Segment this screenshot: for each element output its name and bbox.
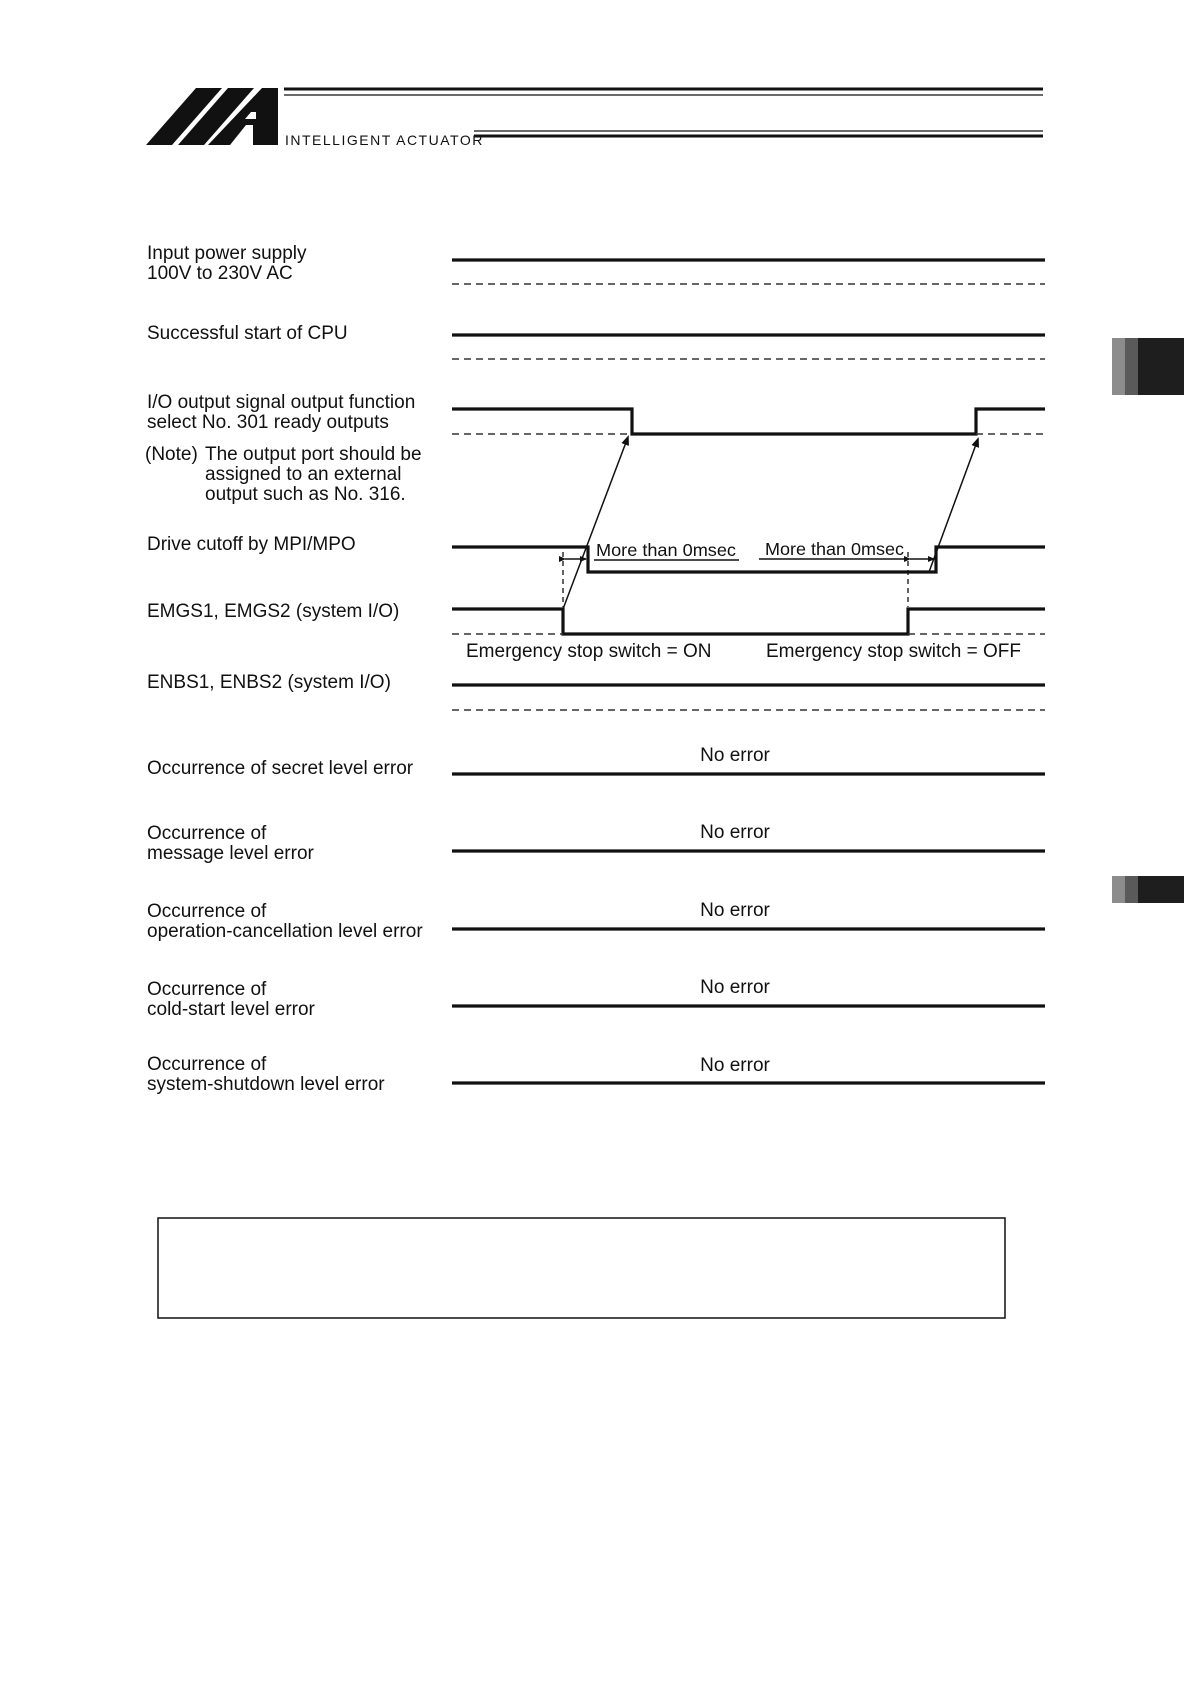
label-emgs: EMGS1, EMGS2 (system I/O) <box>147 601 400 622</box>
wave-ready-output <box>452 409 1045 434</box>
annotations <box>466 539 1021 662</box>
label-enbs: ENBS1, ENBS2 (system I/O) <box>147 672 391 693</box>
delay-label-right: More than 0msec <box>765 539 905 559</box>
header-rules <box>284 89 1043 136</box>
note-prefix: (Note) <box>145 444 198 465</box>
side-tab-upper-mid <box>1125 338 1138 395</box>
label-ready-output-2: select No. 301 ready outputs <box>147 412 389 433</box>
state-secret-error: No error <box>700 745 770 766</box>
delay-label-left: More than 0msec <box>596 540 737 560</box>
state-message-error: No error <box>700 822 770 843</box>
label-drive-cutoff: Drive cutoff by MPI/MPO <box>147 534 356 555</box>
waveforms <box>452 260 1045 1083</box>
label-secret-error: Occurrence of secret level error <box>147 758 414 779</box>
label-coldstart-error-1: Occurrence of <box>147 979 267 1000</box>
label-input-power-2: 100V to 230V AC <box>147 263 293 284</box>
state-shutdown-error: No error <box>700 1055 770 1076</box>
note-line-3: output such as No. 316. <box>205 484 406 505</box>
error-state-labels <box>700 745 770 1076</box>
label-opcancel-error-2: operation-cancellation level error <box>147 921 423 942</box>
transition-arrows <box>563 437 978 609</box>
state-coldstart-error: No error <box>700 977 770 998</box>
label-ready-output-1: I/O output signal output function <box>147 392 416 413</box>
label-message-error-2: message level error <box>147 843 314 864</box>
signal-labels <box>145 243 423 1095</box>
side-tab-lower-dark <box>1138 876 1184 903</box>
label-shutdown-error-2: system-shutdown level error <box>147 1074 385 1095</box>
side-tab-lower-mid <box>1125 876 1138 903</box>
label-opcancel-error-1: Occurrence of <box>147 901 267 922</box>
state-opcancel-error: No error <box>700 900 770 921</box>
brand-text: INTELLIGENT ACTUATOR <box>285 132 484 148</box>
label-shutdown-error-1: Occurrence of <box>147 1054 267 1075</box>
note-line-2: assigned to an external <box>205 464 402 485</box>
label-message-error-1: Occurrence of <box>147 823 267 844</box>
blank-notice-box <box>158 1218 1005 1318</box>
estop-on-label: Emergency stop switch = ON <box>466 641 712 662</box>
wave-emgs <box>452 609 1045 634</box>
company-logo <box>146 88 278 145</box>
side-tab-upper <box>1112 338 1184 395</box>
wave-drive-cutoff <box>452 547 1045 572</box>
side-tab-lower-light <box>1112 876 1125 903</box>
arrow-estop-on-to-ready <box>563 437 628 609</box>
label-cpu-start: Successful start of CPU <box>147 323 348 344</box>
side-tab-upper-light <box>1112 338 1125 395</box>
arrow-drive-restore-to-ready <box>929 439 978 572</box>
note-line-1: The output port should be <box>205 444 422 465</box>
side-tab-upper-dark <box>1138 338 1184 395</box>
side-tab-lower <box>1112 876 1184 903</box>
estop-off-label: Emergency stop switch = OFF <box>766 641 1021 662</box>
label-coldstart-error-2: cold-start level error <box>147 999 315 1020</box>
label-input-power-1: Input power supply <box>147 243 307 264</box>
